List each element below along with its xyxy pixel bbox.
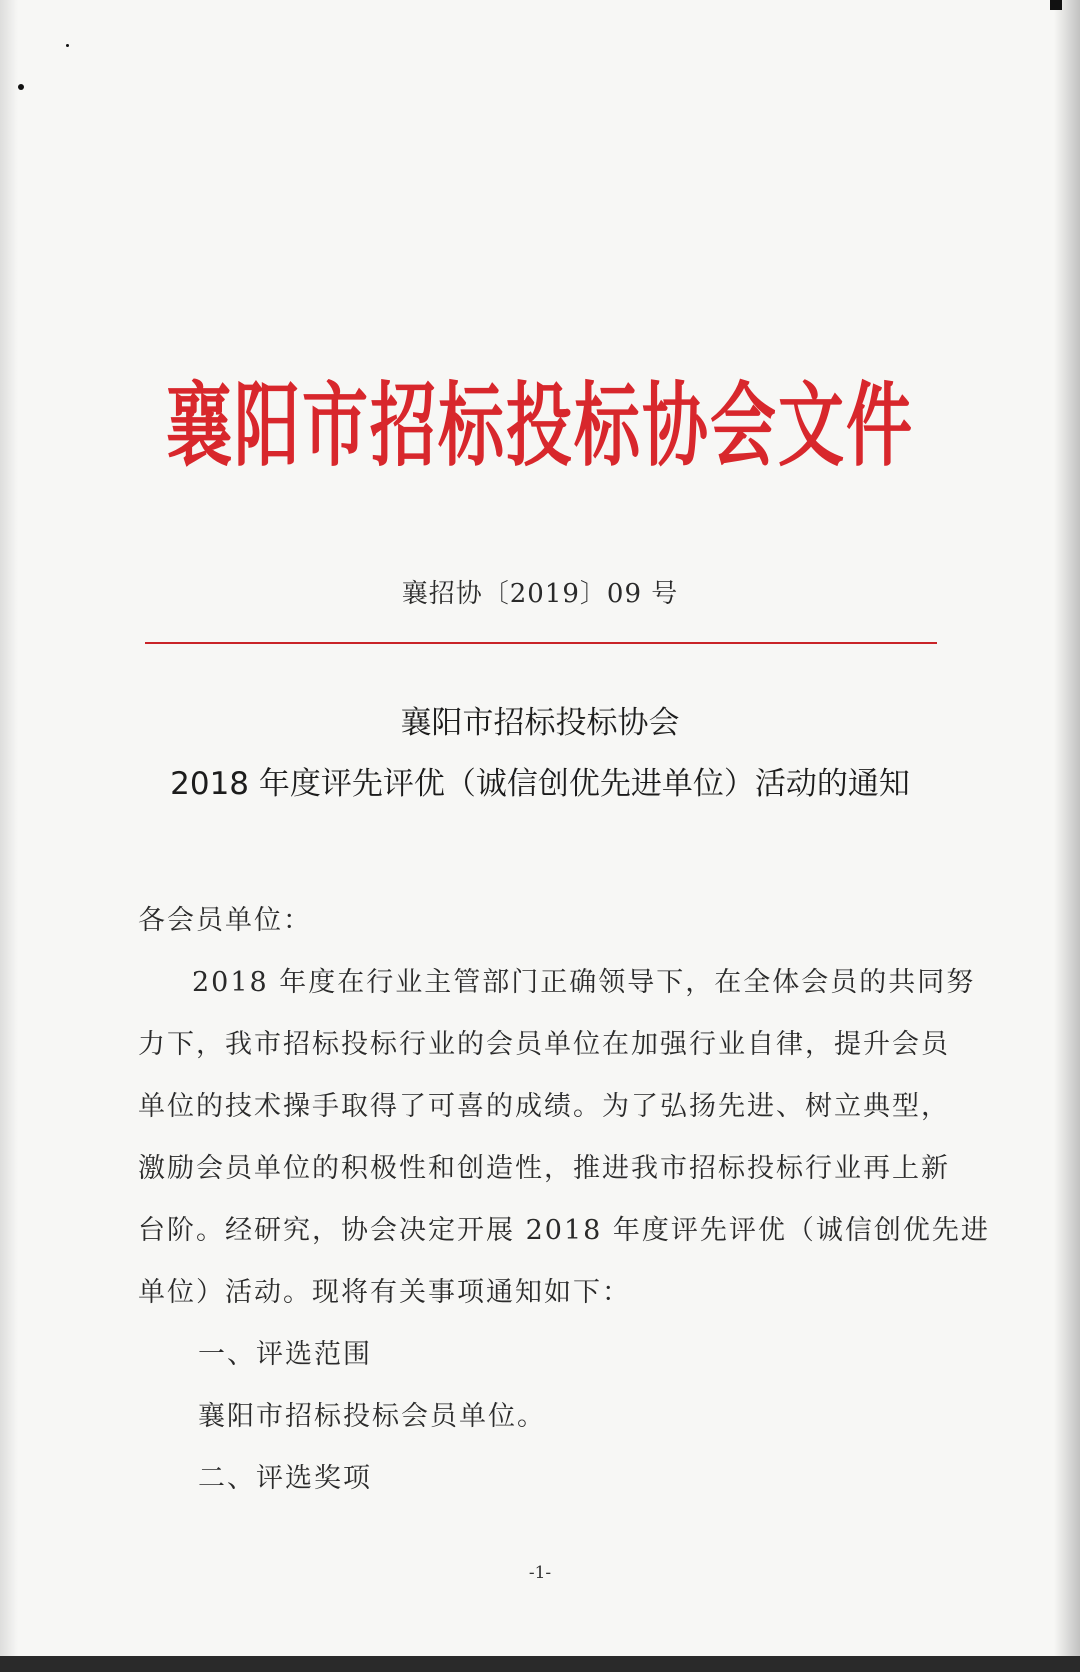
paragraph-line: 力下，我市招标投标行业的会员单位在加强行业自律，提升会员 — [138, 1029, 950, 1060]
corner-mark — [1050, 0, 1062, 10]
notice-title-line1: 襄阳市招标投标协会 — [400, 705, 680, 741]
salutation: 各会员单位： — [138, 905, 312, 936]
section-text: 襄阳市招标投标会员单位。 — [198, 1401, 546, 1432]
scan-shadow-right — [1054, 0, 1080, 1672]
scan-speck — [66, 44, 69, 47]
paragraph-line: 单位的技术操手取得了可喜的成绩。为了弘扬先进、树立典型， — [138, 1091, 950, 1122]
scan-shadow-left — [0, 0, 18, 1672]
scan-bottom-band — [0, 1656, 1080, 1672]
red-divider — [145, 642, 937, 644]
scan-speck — [18, 84, 24, 90]
section-heading: 二、评选奖项 — [198, 1463, 372, 1494]
notice-title-line2: 2018 年度评先评优（诚信创优先进单位）活动的通知 — [170, 766, 910, 802]
paragraph-line: 台阶。经研究，协会决定开展 2018 年度评先评优（诚信创优先进 — [138, 1215, 990, 1246]
page-number: -1- — [528, 1563, 552, 1583]
document-header-title: 襄阳市招标投标协会文件 — [166, 371, 914, 479]
paragraph-line: 单位）活动。现将有关事项通知如下： — [138, 1277, 631, 1308]
paragraph-line: 2018 年度在行业主管部门正确领导下，在全体会员的共同努 — [192, 967, 976, 998]
document-number: 襄招协〔2019〕09 号 — [401, 579, 679, 609]
section-heading: 一、评选范围 — [198, 1339, 372, 1370]
paragraph-line: 激励会员单位的积极性和创造性，推进我市招标投标行业再上新 — [138, 1153, 950, 1184]
